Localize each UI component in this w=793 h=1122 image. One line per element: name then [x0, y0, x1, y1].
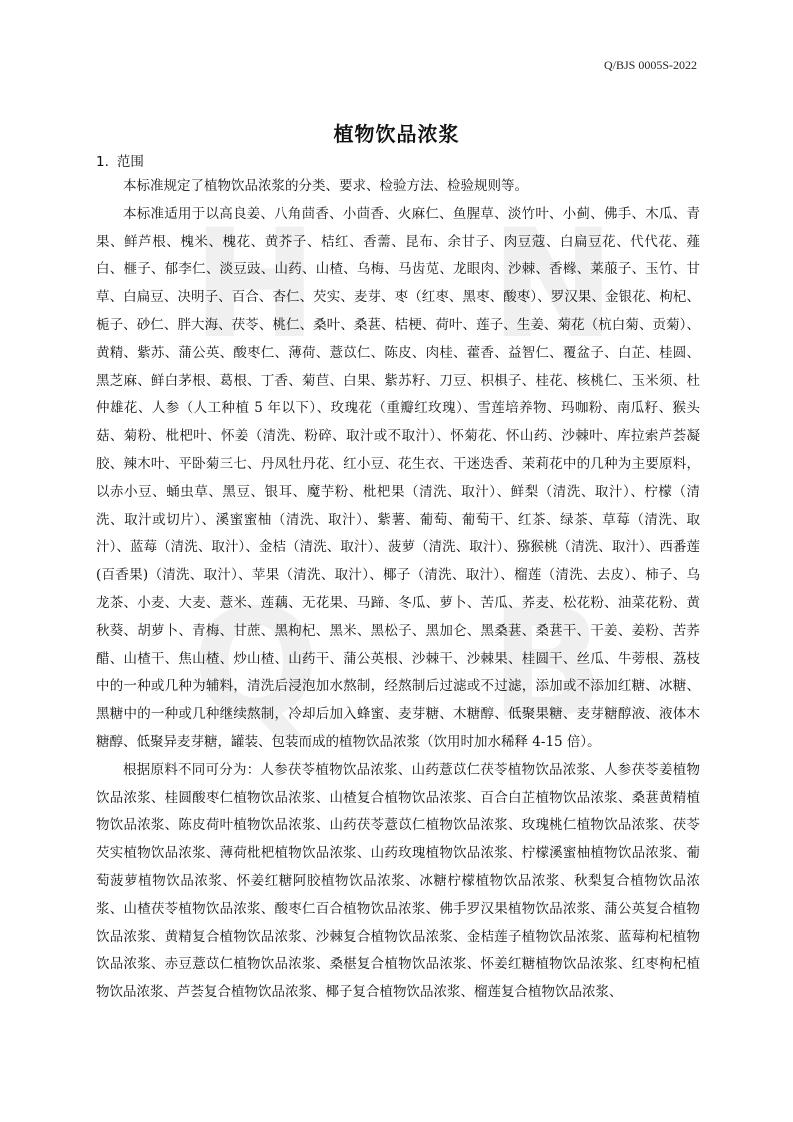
document-code: Q/BJS 0005S-2022: [603, 58, 697, 72]
section-heading: [96, 150, 144, 170]
applicability-paragraph: 本标准适用于以高良姜、八角茴香、小茴香、火麻仁、鱼腥草、淡竹叶、小蓟、佛手、木瓜、青果、鲜芦根、槐米、槐花、黄芥子、桔红、香薷、昆布、余甘子、肉豆蔻、白扁豆花、代代花、薤白、榧子、郁李仁、淡豆豉、山药、山楂、乌梅、马齿苋、龙眼肉、沙棘、香橼、莱菔子、玉竹、甘草、白扁豆、决明子、百合、杏仁、芡实、麦芽、枣（红枣、黑枣、酸枣）、罗汉果、金银花、枸杞、栀子、砂仁、胖大海、茯苓、桃仁、桑叶、桑葚、桔梗、荷叶、莲子、生姜、菊花（杭白菊、贡菊）、黄精、紫苏、蒲公英、酸枣仁、薄荷、薏苡仁、陈皮、肉桂、藿香、益智仁、覆盆子、白芷、桂圆、黑芝麻、鲜白茅根、葛根、丁香、菊苣、白果、紫苏籽、刀豆、枳椇子、桂花、核桃仁、玉米须、杜仲雄花、人参（人工种植 5 年以下）、玫瑰花（重瓣红玫瑰）、雪莲培养物、玛咖粉、南瓜籽、猴头菇、菊粉、枇杷叶、怀姜（清洗、粉碎、取汁或不取汁）、怀菊花、怀山药、沙棘叶、库拉索芦荟凝胶、辣木叶、平卧菊三七、丹凤牡丹花、红小豆、花生衣、干迷迭香、茉莉花中的几种为主要原料，以赤小豆、蛹虫草、黑豆、银耳、魔芋粉、枇杷果（清洗、取汁）、鲜梨（清洗、取汁）、柠檬（清洗、取汁或切片）、溪蜜蜜柚（清洗、取汁）、紫薯、葡萄、葡萄干、红茶、绿茶、草莓（清洗、取汁）、蓝莓（清洗、取汁）、金桔（清洗、取汁）、菠萝（清洗、取汁）、猕猴桃（清洗、取汁）、西番莲(百香果)（清洗、取汁）、苹果（清洗、取汁）、椰子（清洗、取汁）、榴莲（清洗、去皮）、柿子、乌龙茶、小麦、大麦、薏米、莲藕、无花果、马蹄、冬瓜、萝卜、苦瓜、荞麦、松花粉、油菜花粉、黄秋葵、胡萝卜、青梅、甘蔗、黑枸杞、黑米、黑松子、黑加仑、黑桑葚、桑葚干、干姜、姜粉、苦荞醋、山楂干、焦山楂、炒山楂、山药干、蒲公英根、沙棘干、沙棘果、桂圆干、丝瓜、牛蒡根、荔枝中的一种或几种为辅料，清洗后浸泡加水熬制，经熬制后过滤或不过滤，添加或不添加红糖、冰糖、黑糖中的一种或几种继续熬制，冷却后加入蜂蜜、麦芽糖、木糖醇、低聚果糖、麦芽糖醇液、液体木糖醇、低聚异麦芽糖，罐装、包装而成的植物饮品浓浆（饮用时加水稀释 4-15 倍）。: [96, 205, 700, 750]
page-title: 植物饮品浓浆: [333, 122, 460, 146]
scope-paragraph: 本标准规定了植物饮品浓浆的分类、要求、检验方法、检验规则等。: [123, 178, 528, 194]
classification-paragraph: 根据原料不同可分为：人参茯苓植物饮品浓浆、山药薏苡仁茯苓植物饮品浓浆、人参茯苓姜植物饮品浓浆、桂圆酸枣仁植物饮品浓浆、山楂复合植物饮品浓浆、百合白芷植物饮品浓浆、桑葚黄精植物饮品浓浆、陈皮荷叶植物饮品浓浆、山药茯苓薏苡仁植物饮品浓浆、玫瑰桃仁植物饮品浓浆、茯苓芡实植物饮品浓浆、薄荷枇杷植物饮品浓浆、山药玫瑰植物饮品浓浆、柠檬溪蜜柚植物饮品浓浆、葡萄菠萝植物饮品浓浆、怀姜红糖阿胶植物饮品浓浆、冰糖柠檬植物饮品浓浆、秋梨复合植物饮品浓浆、山楂茯苓植物饮品浓浆、酸枣仁百合植物饮品浓浆、佛手罗汉果植物饮品浓浆、蒲公英复合植物饮品浓浆、黄精复合植物饮品浓浆、沙棘复合植物饮品浓浆、金桔莲子植物饮品浓浆、蓝莓枸杞植物饮品浓浆、赤豆薏苡仁植物饮品浓浆、桑椹复合植物饮品浓浆、怀姜红糖植物饮品浓浆、红枣枸杞植物饮品浓浆、芦荟复合植物饮品浓浆、椰子复合植物饮品浓浆、榴莲复合植物饮品浓浆、: [96, 761, 700, 1001]
watermark-letter-b: B: [490, 578, 605, 752]
watermark-letter-q: Q: [192, 578, 320, 752]
watermark-letter-n: N: [490, 198, 616, 372]
watermark-letter-h: H: [192, 198, 318, 372]
section-number: 1.: [96, 154, 109, 170]
section-body: [96, 173, 700, 1007]
section-title: 范围: [116, 154, 144, 170]
